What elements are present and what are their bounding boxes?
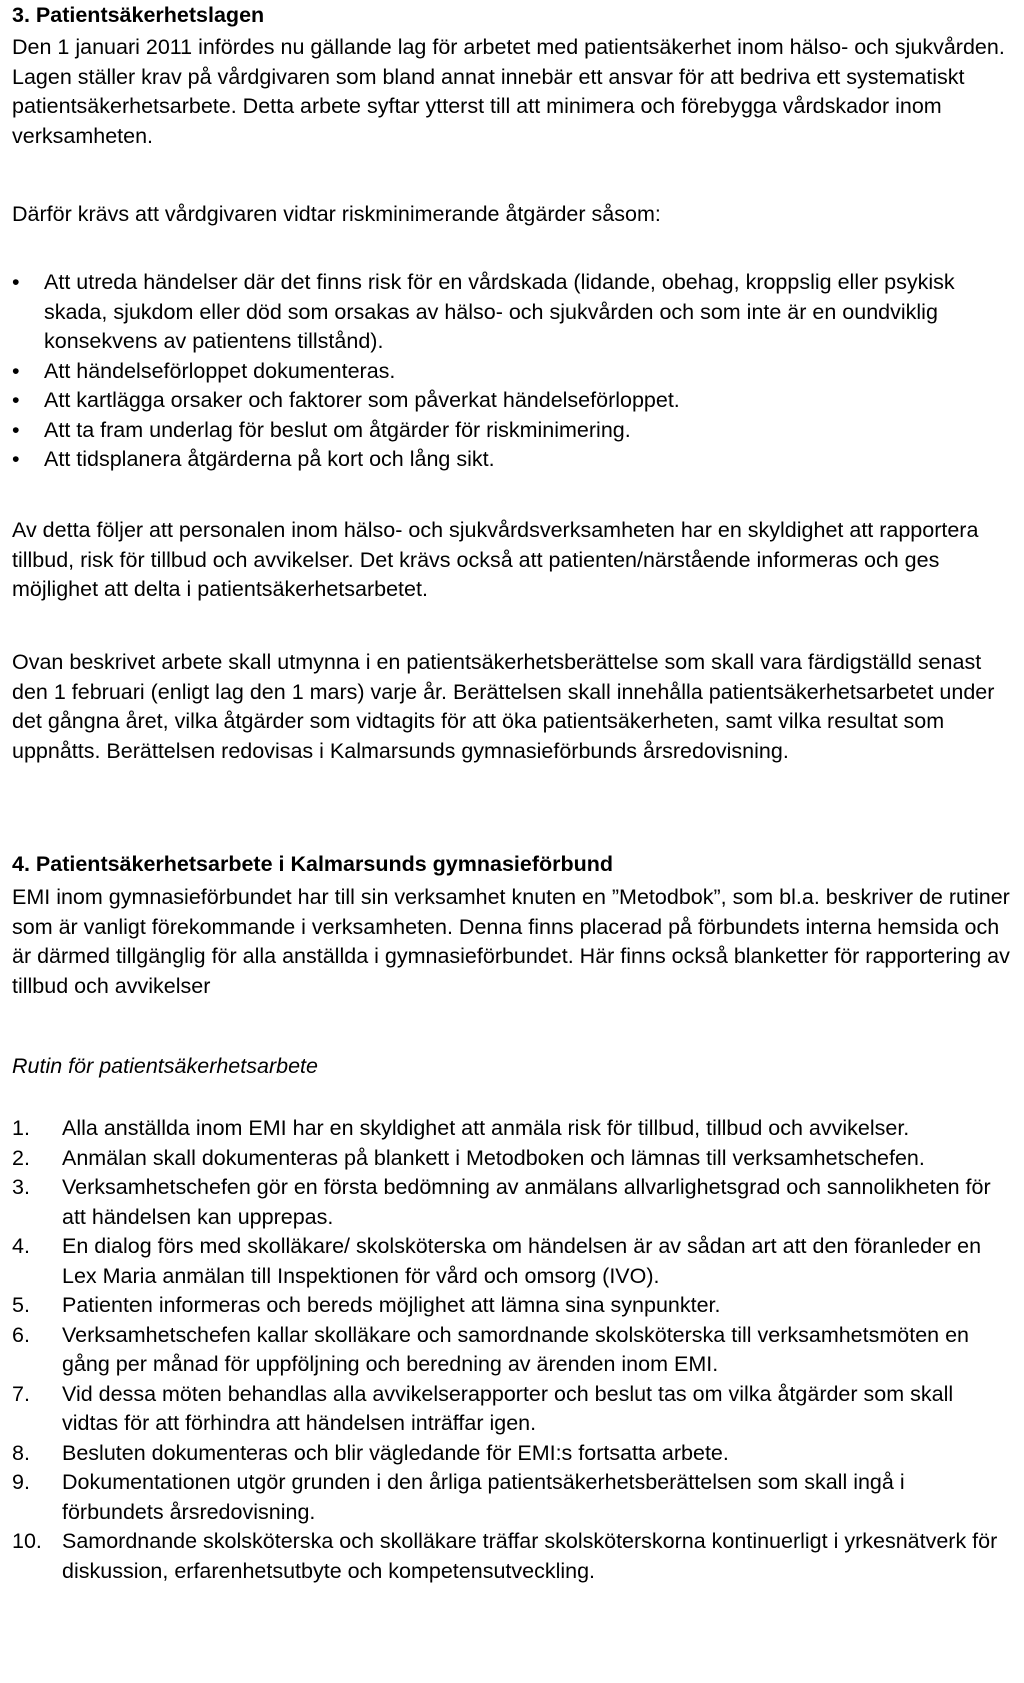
list-item <box>12 268 1012 357</box>
bullet-icon: • <box>12 270 20 294</box>
step-number: 4. <box>12 1234 30 1258</box>
step-text: Anmälan skall dokumenteras på blankett i Metodboken och lämnas till verksamhetschefen. <box>62 1145 925 1170</box>
list-item <box>12 1380 1002 1439</box>
section-3-paragraph-3: Av detta följer att personalen inom hälso- och sjukvårdsverksamheten har en skyldighet att rapportera tillbud, risk för tillbud och avvikelser. Det krävs också att patienten/närstående informeras och ges möjlighet att delta i patientsäkerhetsarbetet. <box>12 518 979 601</box>
section-3-paragraph-4: Ovan beskrivet arbete skall utmynna i en patientsäkerhetsberättelse som skall vara färdigställd senast den 1 februari (enligt lag den 1 mars) varje år. Berättelsen skall innehålla patientsäkerhetsarbetet under det gångna året, vilka åtgärder som vidtagits för att öka patientsäkerheten, samt vilka resultat som uppnåtts. Berättelsen redovisas i Kalmarsunds gymnasieförbunds årsredovisning. <box>12 650 995 763</box>
step-number: 3. <box>12 1175 30 1199</box>
section-3-number: 3. <box>12 3 30 27</box>
step-text: Samordnande skolsköterska och skolläkare träffar skolsköterskorna kontinuerligt i yrkesnätverk för diskussion, erfarenhetsutbyte och kompetensutveckling. <box>62 1529 998 1583</box>
list-item <box>12 1144 1002 1174</box>
list-item <box>12 1321 1002 1380</box>
step-number: 8. <box>12 1440 30 1465</box>
list-item <box>12 1232 1002 1291</box>
bullet-icon: • <box>12 417 20 442</box>
list-item <box>12 1173 1002 1232</box>
routine-steps-list <box>12 1114 1002 1586</box>
step-number: 7. <box>12 1381 30 1406</box>
list-item <box>12 1439 1002 1469</box>
section-3-heading <box>12 1 264 31</box>
list-item <box>12 1291 1002 1321</box>
bullet-icon: • <box>12 388 20 412</box>
bullet-icon: • <box>12 447 20 471</box>
list-item <box>12 1527 1002 1586</box>
section-3-paragraph-1: Den 1 januari 2011 infördes nu gällande lag för arbetet med patientsäkerhet inom hälso- och sjukvården. Lagen ställer krav på vårdgivaren som bland annat innebär ett ansvar för att bedriva ett systematiskt patientsäkerhetsarbete. Detta arbete syftar ytterst till att minimera och förebygga vårdskador inom verksamheten. <box>12 35 1005 148</box>
list-item-text: Att tidsplanera åtgärderna på kort och lång sikt. <box>44 447 495 471</box>
step-number: 2. <box>12 1145 30 1170</box>
bullet-icon: • <box>12 358 20 383</box>
step-text: En dialog förs med skolläkare/ skolsköterska om händelsen är av sådan art att den föranleder en Lex Maria anmälan till Inspektionen för vård och omsorg (IVO). <box>62 1234 982 1288</box>
list-item-text: Att utreda händelser där det finns risk för en vårdskada (lidande, obehag, kroppslig eller psykisk skada, sjukdom eller död som orsakas av hälso- och sjukvården och som inte är en oundviklig konsekvens av patientens tillstånd). <box>44 270 955 353</box>
step-number: 5. <box>12 1293 30 1317</box>
section-4-paragraph-1: EMI inom gymnasieförbundet har till sin verksamhet knuten en ”Metodbok”, som bl.a. beskriver de rutiner som är vanligt förekommande i verksamheten. Denna finns placerad på förbundets interna hemsida och är därmed tillgänglig för alla anställda i gymnasieförbundet. Här finns också blanketter för rapportering av tillbud och avvikelser <box>12 885 1010 998</box>
step-text: Verksamhetschefen gör en första bedömning av anmälans allvarlighetsgrad och sannolikheten för att händelsen kan upprepas. <box>62 1175 991 1229</box>
step-number: 9. <box>12 1470 30 1494</box>
list-item <box>12 357 1012 387</box>
list-item <box>12 445 1012 475</box>
list-item-text: Att händelseförloppet dokumenteras. <box>44 358 396 383</box>
routine-subheading: Rutin för patientsäkerhetsarbete <box>12 1054 318 1078</box>
section-3-title: Patientsäkerhetslagen <box>35 3 265 27</box>
list-item <box>12 386 1012 416</box>
section-3-paragraph-2: Därför krävs att vårdgivaren vidtar riskminimerande åtgärder såsom: <box>12 202 661 226</box>
list-item <box>12 416 1012 446</box>
step-text: Dokumentationen utgör grunden i den årliga patientsäkerhetsberättelsen som skall ingå i förbundets årsredovisning. <box>62 1470 905 1524</box>
step-number: 10. <box>12 1529 42 1553</box>
section-4-number: 4. <box>12 852 30 876</box>
step-text: Patienten informeras och bereds möjlighet att lämna sina synpunkter. <box>62 1293 721 1317</box>
section-4-heading <box>12 850 613 880</box>
step-number: 6. <box>12 1322 30 1347</box>
step-text: Besluten dokumenteras och blir vägledande för EMI:s fortsatta arbete. <box>62 1440 729 1465</box>
list-item <box>12 1468 1002 1527</box>
step-number: 1. <box>12 1116 30 1140</box>
list-item <box>12 1114 1002 1144</box>
list-item-text: Att kartlägga orsaker och faktorer som påverkat händelseförloppet. <box>44 388 680 412</box>
risk-measures-list <box>12 268 1012 475</box>
section-4-title: Patientsäkerhetsarbete i Kalmarsunds gymnasieförbund <box>35 852 614 876</box>
list-item-text: Att ta fram underlag för beslut om åtgärder för riskminimering. <box>44 417 631 442</box>
step-text: Vid dessa möten behandlas alla avvikelserapporter och beslut tas om vilka åtgärder som skall vidtas för att förhindra att händelsen inträffar igen. <box>62 1381 954 1435</box>
step-text: Alla anställda inom EMI har en skyldighet att anmäla risk för tillbud, tillbud och avvikelser. <box>62 1116 910 1140</box>
step-text: Verksamhetschefen kallar skolläkare och samordnande skolsköterska till verksamhetsmöten en gång per månad för uppföljning och beredning av ärenden inom EMI. <box>62 1322 970 1376</box>
